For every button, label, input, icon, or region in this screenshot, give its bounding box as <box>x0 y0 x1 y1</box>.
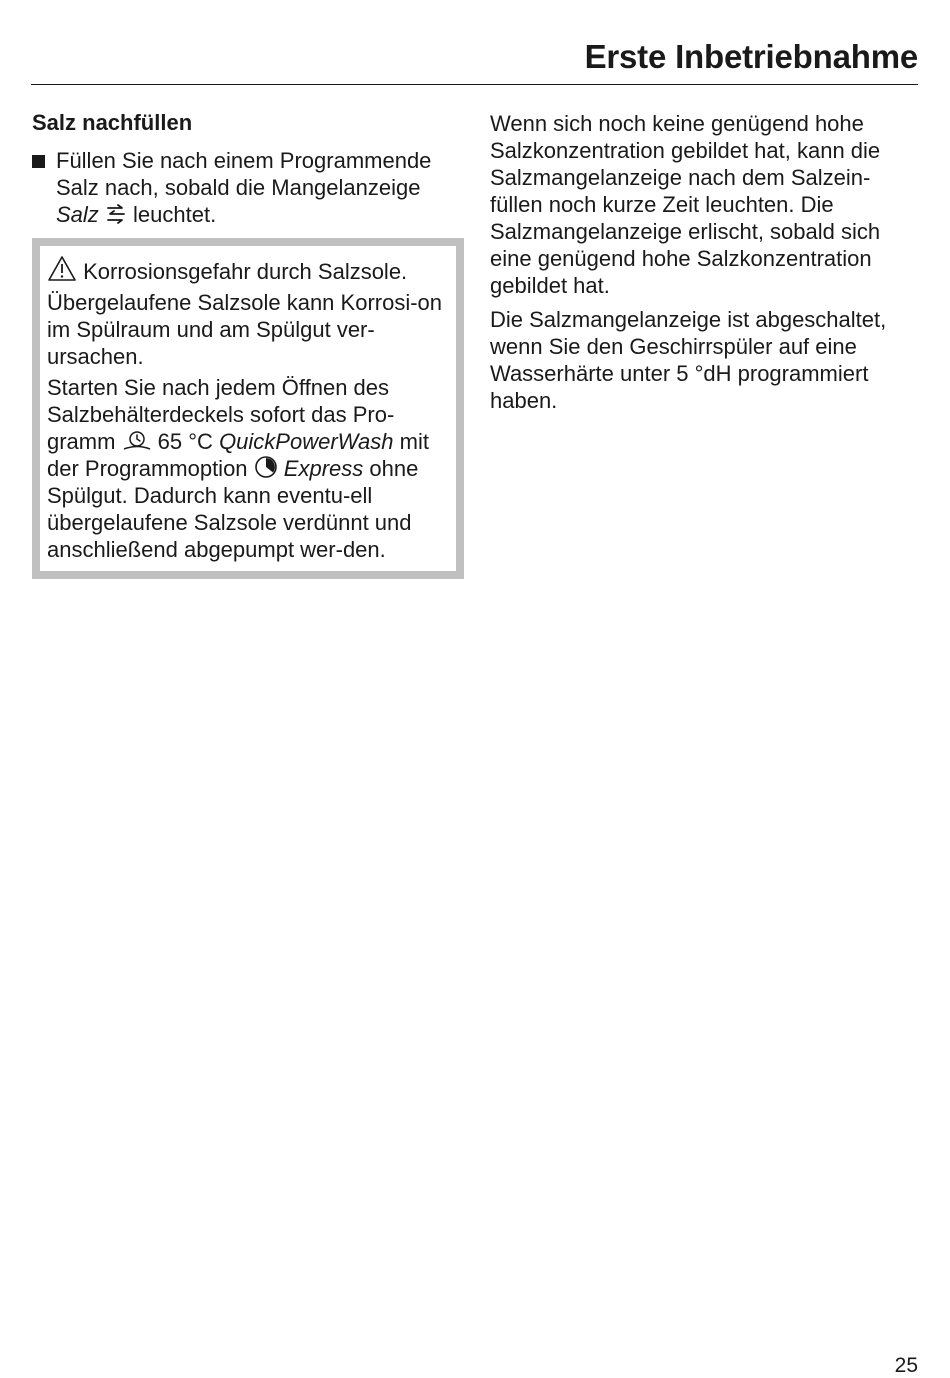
warning-line2-part2: mit der Programmoption <box>47 429 429 481</box>
page-number: 25 <box>894 1354 918 1377</box>
warning-line2-part1: Starten Sie nach jedem Öffnen des Salzbehälterdeckels sofort das Pro-gramm <box>47 375 395 454</box>
right-paragraph-2: Die Salzmangelanzeige ist abgeschaltet, wenn Sie den Geschirrspüler auf eine Wasserhärte unter 5 °dH programmiert haben. <box>490 307 887 413</box>
right-column <box>490 110 922 414</box>
express-icon <box>254 455 278 479</box>
bullet-square-icon <box>32 155 45 168</box>
warning-line2-part3: ohne Spülgut. Dadurch kann eventu-ell übergelaufene Salzsole verdünnt und anschließend abgepumpt wer-den. <box>47 456 419 562</box>
salt-indicator-icon <box>105 203 127 225</box>
warning-title-line <box>47 255 446 285</box>
warning-temp: 65 °C <box>151 429 220 454</box>
page-title: Erste Inbetriebnahme <box>584 38 918 75</box>
warning-line2 <box>47 374 446 563</box>
left-column <box>32 108 464 579</box>
warning-box <box>32 238 464 579</box>
warning-line1: Übergelaufene Salzsole kann Korrosi-on im Spülraum und am Spülgut ver-ursachen. <box>47 290 443 369</box>
option-name: Express <box>283 456 364 481</box>
bullet-text-before: Füllen Sie nach einem Programmende Salz nach, sobald die Mangelanzeige <box>56 148 432 200</box>
header-divider <box>31 84 918 85</box>
section-heading: Salz nachfüllen <box>32 110 193 135</box>
bullet-text-after: leuchtet. <box>126 202 217 227</box>
warning-title: Korrosionsgefahr durch Salzsole. <box>77 259 408 284</box>
program-name: QuickPowerWash <box>219 429 394 454</box>
bullet-item <box>32 147 464 228</box>
program-clock-icon <box>122 430 152 452</box>
right-paragraph-1: Wenn sich noch keine genügend hohe Salzkonzentration gebildet hat, kann die Salzmangelanzeige nach dem Salzein-füllen noch kurze Zeit leuchten. Die Salzmangelanzeige erlischt, sobald sich eine genügend hohe Salzkonzentration gebildet hat. <box>490 111 881 298</box>
indicator-name: Salz <box>56 202 99 227</box>
warning-triangle-icon <box>47 255 77 282</box>
